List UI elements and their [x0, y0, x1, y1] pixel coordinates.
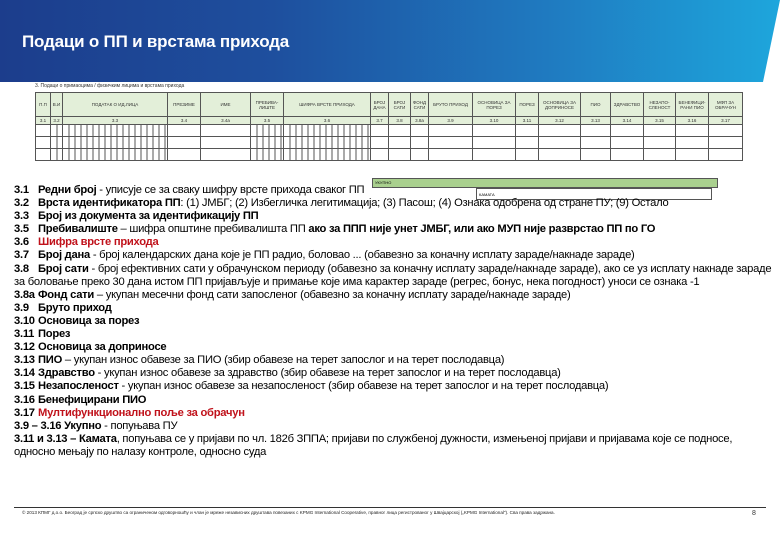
- table-cell[interactable]: [581, 125, 611, 137]
- table-cell[interactable]: [251, 125, 284, 137]
- table-cell[interactable]: [411, 149, 429, 161]
- column-header: БЕНЕФИЦИ-РАНИ ПИО: [676, 93, 709, 117]
- column-number: 3.10: [473, 117, 516, 125]
- description-text: Пребивалиште: [38, 223, 118, 236]
- table-cell[interactable]: [644, 137, 676, 149]
- page-number: 8: [752, 510, 756, 517]
- table-cell[interactable]: [611, 149, 644, 161]
- description-text: 3.11 и 3.13 – Камата: [14, 432, 117, 445]
- table-cell[interactable]: [516, 137, 539, 149]
- description-line: [14, 407, 776, 420]
- description-line: [14, 394, 776, 407]
- description-text: Редни број: [38, 184, 97, 196]
- table-cell[interactable]: [201, 125, 251, 137]
- table-cell[interactable]: [201, 149, 251, 161]
- table-cell[interactable]: [709, 137, 743, 149]
- table-cell[interactable]: [371, 137, 389, 149]
- column-header: П.П: [36, 93, 51, 117]
- table-cell[interactable]: [539, 137, 581, 149]
- table-cell[interactable]: [168, 149, 201, 161]
- description-line: [14, 249, 776, 262]
- description-line: [14, 263, 776, 289]
- description-text: Здравство: [38, 367, 95, 380]
- description-text: – укупан износ обавезе за ПИО (збир обавезе на терет запослог и на терет послодавца): [62, 354, 505, 367]
- table-cell[interactable]: [581, 137, 611, 149]
- description-text: Незапосленост: [38, 380, 119, 393]
- table-cell[interactable]: [284, 137, 371, 149]
- table-cell[interactable]: [644, 149, 676, 161]
- column-number: 3.3: [63, 117, 168, 125]
- field-number: 3.14: [14, 367, 35, 380]
- field-number: 3.16: [14, 393, 35, 406]
- description-line: [14, 197, 776, 210]
- description-text: - уписује се за сваку шифру врсте прихода сваког ПП: [96, 184, 365, 196]
- column-number: 3.1: [36, 117, 51, 125]
- column-header: ПИО: [581, 93, 611, 117]
- description-line: [14, 328, 776, 341]
- description-text: – укупан месечни фонд сати запосленог (обавезно за коначну исплату зараде/накнаде зараде): [94, 288, 571, 301]
- column-header: ПОДАТАК О ИД.ЛИЦА: [63, 93, 168, 117]
- field-number: 3.1: [14, 184, 29, 196]
- column-number: 3.9: [429, 117, 473, 125]
- column-header: ОСНОВИЦА ЗА ПОРЕЗ: [473, 93, 516, 117]
- table-cell[interactable]: [36, 149, 51, 161]
- column-header: ФОНД САТИ: [411, 93, 429, 117]
- column-number: 3.8: [389, 117, 411, 125]
- column-header: БРОЈ ДАНА: [371, 93, 389, 117]
- footer-copyright: © 2013 КПМГ д.о.о. Београд је српско друштво са ограниченом одговорношћу и члан је мреже независних друштава повезаних с KPMG International Cooperative, правног лица регистрованог у Швајцарској („KPMG International"). Сва права задржана.: [22, 510, 555, 515]
- column-number: 3.4: [168, 117, 201, 125]
- column-header: БРУТО ПРИХОД: [429, 93, 473, 117]
- column-header: ШИФРА ВРСТЕ ПРИХОДА: [284, 93, 371, 117]
- field-number: 3.2: [14, 197, 29, 210]
- table-cell[interactable]: [63, 137, 168, 149]
- table-cell[interactable]: [676, 125, 709, 137]
- field-number: 3.13: [14, 354, 35, 367]
- table-cell[interactable]: [251, 149, 284, 161]
- field-number: 3.10: [14, 314, 35, 327]
- field-number: 3.9: [14, 301, 29, 314]
- description-text: Бруто приход: [38, 301, 112, 314]
- table-cell[interactable]: [168, 137, 201, 149]
- column-number: 3.2: [51, 117, 63, 125]
- column-header: ПРЕЗИМЕ: [168, 93, 201, 117]
- description-text: Фонд сати: [38, 288, 95, 301]
- table-cell[interactable]: [51, 137, 63, 149]
- description-line: [14, 210, 776, 223]
- description-text: - број ефективних сати у обрачунском периоду (обавезно за коначну исплату зараде/накнаде зараде), ако се уз исплату накнаде зараде за боловање преко 30 дана истом ПП пријављује и примање које има карактер зараде (регрес, бонус, нека погодност) уноси се ознака -1: [14, 262, 772, 288]
- table-cell[interactable]: [611, 137, 644, 149]
- table-cell[interactable]: [473, 137, 516, 149]
- column-header: ЗДРАВСТВО: [611, 93, 644, 117]
- table-cell[interactable]: [709, 149, 743, 161]
- column-header: ПРЕБИВА-ЛИШТЕ: [251, 93, 284, 117]
- table-cell[interactable]: [411, 137, 429, 149]
- page-title: Подаци о ПП и врстама прихода: [22, 32, 290, 51]
- description-text: Основица за доприносе: [38, 341, 167, 354]
- description-text: Порез: [38, 328, 71, 341]
- column-number: 3.11: [516, 117, 539, 125]
- table-cell[interactable]: [284, 149, 371, 161]
- table-cell[interactable]: [539, 149, 581, 161]
- column-header: БРОЈ САТИ: [389, 93, 411, 117]
- column-number: 3.16: [676, 117, 709, 125]
- description-text: , попуњава се у пријави по чл. 182б ЗППА; пријави по службеној дужности, измењеној пријави и пријавама које се подносе, односно мењају по налазу контроле, односно суда: [14, 432, 733, 458]
- field-number: 3.11: [14, 328, 35, 341]
- column-header: МФП ЗА ОБРАЧУН: [709, 93, 743, 117]
- description-line: [14, 315, 776, 328]
- field-number: 3.8a: [14, 288, 35, 301]
- description-line: [14, 420, 776, 433]
- column-header: НЕЗАПО-СЛЕНОСТ: [644, 93, 676, 117]
- description-text: Шифра врсте прихода: [38, 236, 159, 249]
- table-cell[interactable]: [644, 125, 676, 137]
- description-line: [14, 433, 776, 459]
- column-header: ИМЕ: [201, 93, 251, 117]
- description-text: Мултифункционално поље за обрачун: [38, 406, 245, 419]
- table-cell[interactable]: [63, 149, 168, 161]
- column-number: 3.12: [539, 117, 581, 125]
- description-text: 3.9 – 3.16 Укупно: [14, 419, 102, 432]
- description-text: Број из документа за идентификацију ПП: [38, 210, 259, 223]
- table-cell[interactable]: [389, 125, 411, 137]
- table-cell[interactable]: [676, 137, 709, 149]
- table-cell[interactable]: [371, 125, 389, 137]
- column-number: 3.13: [581, 117, 611, 125]
- description-line: [14, 380, 776, 393]
- interest-row: КАМАТА: [476, 188, 712, 200]
- column-header: ПОРЕЗ: [516, 93, 539, 117]
- description-text: - укупан износ обавезе за здравство (збир обавезе на терет запослог и на терет послодавца): [94, 367, 561, 380]
- description-line: [14, 341, 776, 354]
- field-number: 3.8: [14, 262, 29, 275]
- table-cell[interactable]: [516, 125, 539, 137]
- column-number: 3.6: [284, 117, 371, 125]
- column-header: В.И: [51, 93, 63, 117]
- table-cell[interactable]: [284, 125, 371, 137]
- column-header: ОСНОВИЦА ЗА ДОПРИНОСЕ: [539, 93, 581, 117]
- table-cell[interactable]: [63, 125, 168, 137]
- table-cell[interactable]: [168, 125, 201, 137]
- table-cell[interactable]: [709, 125, 743, 137]
- table-cell[interactable]: [611, 125, 644, 137]
- form-table: [35, 92, 743, 161]
- table-cell[interactable]: [516, 149, 539, 161]
- table-cell[interactable]: [251, 137, 284, 149]
- description-text: - попуњава ПУ: [101, 419, 178, 432]
- table-cell[interactable]: [201, 137, 251, 149]
- table-caption: 3. Подаци о примаоцима / физичким лицима и врстама прихода: [35, 83, 185, 89]
- table-cell[interactable]: [389, 149, 411, 161]
- description-line: [14, 236, 776, 249]
- table-cell[interactable]: [389, 137, 411, 149]
- column-number: 3.17: [709, 117, 743, 125]
- table-cell[interactable]: [676, 149, 709, 161]
- column-number: 3.7: [371, 117, 389, 125]
- table-row: [36, 149, 743, 161]
- description-text: - укупан износ обавезе за незапосленост (збир обавезе на терет запослог и на терет послодавца): [118, 380, 609, 393]
- table-cell[interactable]: [581, 149, 611, 161]
- table-cell[interactable]: [51, 149, 63, 161]
- table-cell[interactable]: [473, 125, 516, 137]
- column-number: 3.15: [644, 117, 676, 125]
- field-descriptions: [14, 184, 776, 459]
- field-number: 3.7: [14, 249, 29, 262]
- field-number: 3.5: [14, 223, 29, 236]
- table-cell[interactable]: [411, 125, 429, 137]
- field-number: 3.3: [14, 210, 29, 223]
- total-row: УКУПНО: [372, 178, 718, 188]
- table-cell[interactable]: [371, 149, 389, 161]
- description-text: : (1) ЈМБГ; (2) Избегличка легитимација; (3) Пасош; (4) Ознака одобрена од стране ПУ; (9) Остало: [180, 197, 669, 210]
- description-text: ПИО: [38, 354, 63, 367]
- table-cell[interactable]: [429, 137, 473, 149]
- description-line: [14, 354, 776, 367]
- description-text: Бенефицирани ПИО: [38, 393, 147, 406]
- column-number: 3.5: [251, 117, 284, 125]
- description-line: [14, 223, 776, 236]
- description-line: [14, 184, 776, 197]
- description-text: - број календарских дана које је ПП радио, боловао ... (обавезно за коначну исплату зараде/накнаде зараде): [89, 249, 635, 262]
- table-cell[interactable]: [473, 149, 516, 161]
- description-line: [14, 302, 776, 315]
- table-cell[interactable]: [429, 125, 473, 137]
- table-cell[interactable]: [36, 125, 51, 137]
- description-text: Основица за порез: [38, 314, 140, 327]
- table-cell[interactable]: [429, 149, 473, 161]
- description-text: Број дана: [38, 249, 90, 262]
- description-text: Број сати: [38, 262, 89, 275]
- table-row: [36, 125, 743, 137]
- field-number: 3.17: [14, 406, 35, 419]
- description-text: Врста идентификатора ПП: [38, 197, 181, 210]
- description-text: – шифра општине пребивалишта ПП: [117, 223, 309, 236]
- footer-divider: [14, 507, 766, 508]
- table-cell[interactable]: [36, 137, 51, 149]
- column-number: 3.4a: [201, 117, 251, 125]
- table-row: [36, 137, 743, 149]
- column-number: 3.8a: [411, 117, 429, 125]
- column-number: 3.14: [611, 117, 644, 125]
- table-cell[interactable]: [51, 125, 63, 137]
- field-number: 3.15: [14, 380, 35, 393]
- table-cell[interactable]: [539, 125, 581, 137]
- field-number: 3.12: [14, 341, 35, 354]
- field-number: 3.6: [14, 236, 29, 249]
- description-line: [14, 289, 776, 302]
- description-line: [14, 367, 776, 380]
- description-text: ако за ППП није унет ЈМБГ, или ако МУП није разврстао ПП по ГО: [308, 223, 656, 236]
